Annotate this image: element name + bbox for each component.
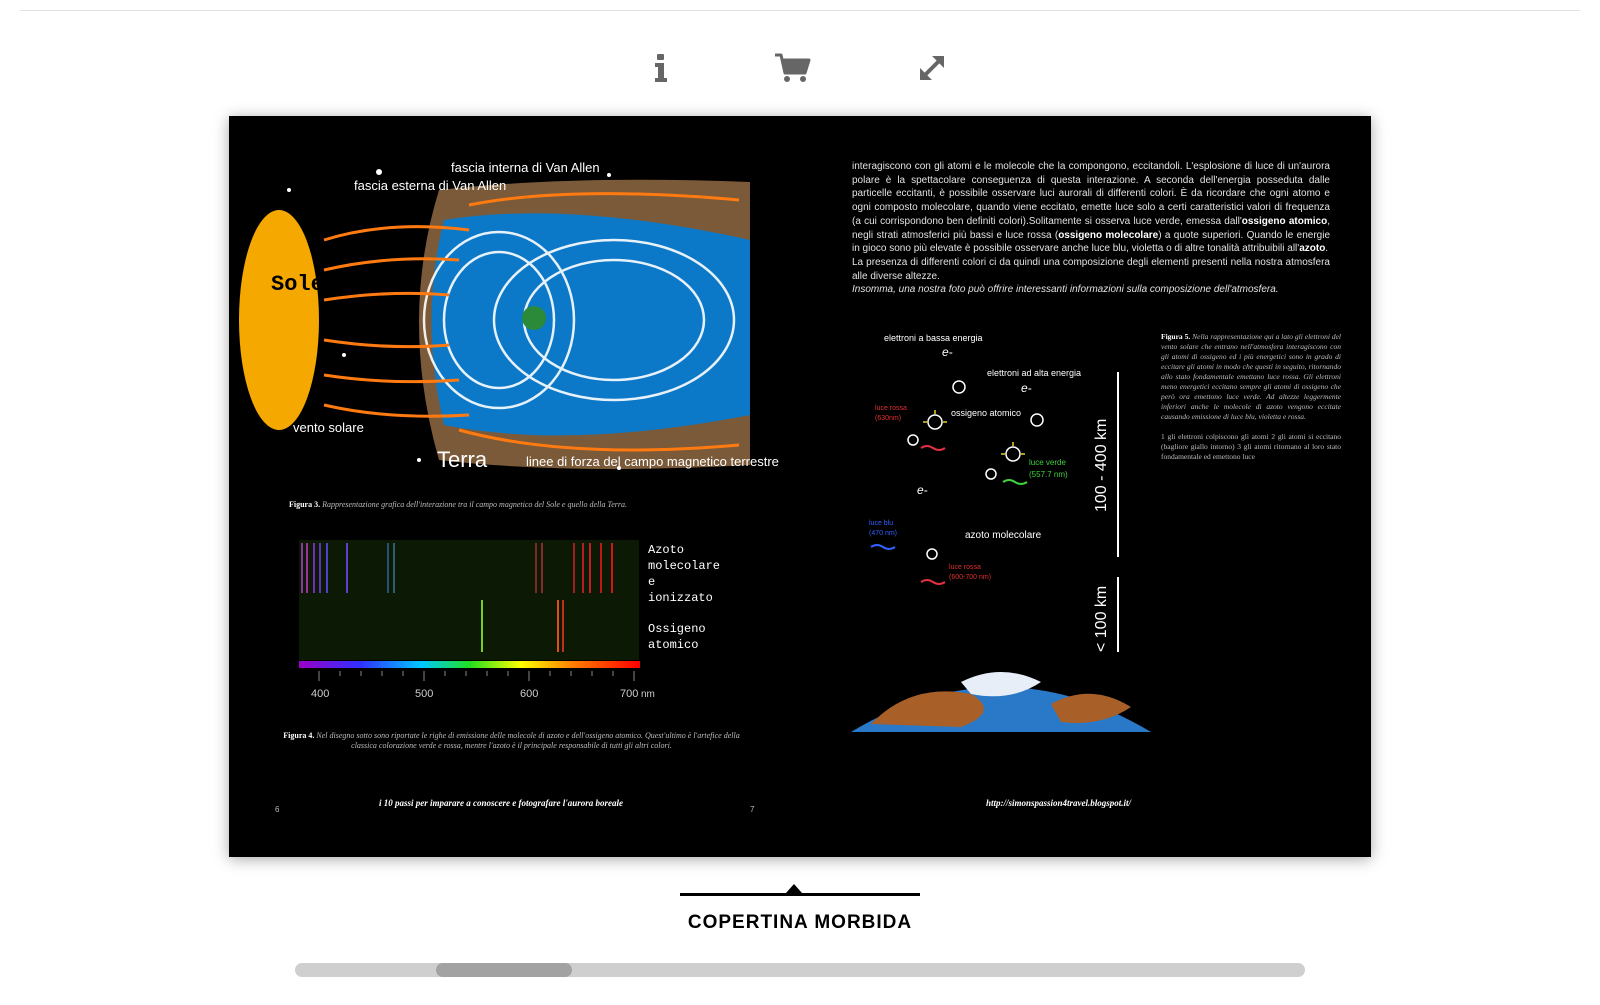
label-red2: luce rossa (949, 564, 981, 571)
label-n2-4: ionizzato (648, 591, 713, 605)
figure-5-steps: 1 gli elettroni colpiscono gli atomi 2 gli atomi si eccitano (bagliore giallo intorno) 3 gli atomi ritornano al loro stato fondamentale ed emettono luce (1161, 432, 1341, 461)
flipbook-spread[interactable] (229, 116, 1371, 857)
figure-3-magnetosphere (269, 160, 779, 480)
figure-4-caption: Figura 4. Nel disegno sotto sono riportate le righe di emissione delle molecole di azoto e dell'ossigeno atomico. Quest'ultimo è l'artefice della classica colorazione verde e rossa, mentre l'azoto è il principale responsabile di tutti gli altri colori. (283, 731, 740, 750)
figure-4-spectrum (289, 540, 749, 710)
label-sun: Sole (271, 272, 324, 297)
scrollbar-thumb[interactable] (436, 963, 572, 977)
label-blue-nm: (470 nm) (869, 530, 898, 537)
label-high-energy: elettroni ad alta energia (987, 368, 1082, 378)
label-n2-2: molecolare (648, 559, 721, 573)
label-n2-1: Azoto (648, 543, 685, 557)
right-footer[interactable]: http://simonspassion4travel.blogspot.it/ (986, 798, 1132, 808)
label-o-2: atomico (648, 638, 699, 652)
label-earth: Terra (437, 447, 488, 472)
page-number-right: 7 (750, 805, 755, 814)
page-number-left: 6 (275, 805, 280, 814)
label-low-energy: elettroni a bassa energia (884, 333, 983, 343)
label-red-nm: (630nm) (875, 415, 902, 422)
tick-700: 700 (620, 688, 639, 700)
tick-500: 500 (415, 688, 434, 700)
right-page-text: interagiscono con gli atomi e le molecole che la compongono, eccitandoli. L'esplosione di luce di un'aurora polare è la spettacolare conseguenza di questa interazione. A seconda dell'energia posseduta dalle particelle eccitanti, è possibile osservare luci aurorali di differenti colori. È da ricordare che ogni atomo e ogni composto molecolare, quando viene eccitato, emette luce solo a certi caratteristici valori di frequenza (a cui corrispondono ben definiti colori).Solitamente si osserva luce verde, emessa dall'ossigeno atomico, negli strati atmosferici più bassi e luce rossa (ossigeno molecolare) a quote superiori. Quando le energie in gioco sono più elevate è possibile osservare anche luce blu, violetta o di altre tonalità attribuibili all'azoto. La presenza di differenti colori ci da quindi una composizione degli elementi presenti nella nostra atmosfera alle diverse altezze. Insomma, una nostra foto può offrire interessanti informazioni sulla composizione dell'atmosfera. (852, 161, 1331, 296)
expand-icon (917, 53, 947, 83)
tick-600: 600 (520, 688, 539, 700)
label-red2-nm: (600-700 nm) (949, 574, 992, 581)
label-alt-low: < 100 km (1093, 585, 1110, 652)
label-alt-high: 100 - 400 km (1093, 418, 1110, 512)
tab-underline (680, 893, 920, 896)
label-e-3: e- (917, 483, 928, 497)
unit-nm: nm (641, 689, 655, 700)
thumbnail-scrollbar[interactable] (295, 963, 1305, 977)
cart-icon (774, 52, 812, 84)
figure-5-caption: Figura 5. Nella rappresentazione qui a lato gli elettroni del vento solare che entrano nell'atmosfera interagiscono con gli atomi di ossigeno ed i più energetici sono in grado di eccitare gli atomi in modo che questi in seguito, ritornando allo stato fondamentale emettano luce rossa. Gli elettroni meno energetici eccitano sempre gli atomi di ossigeno che però ora emettono luce verde. Ad altezze leggermente inferiori anche le molecole di azoto vengono eccitate causando emissione di luce blu, violetta e rossa. 1 gli elettroni colpiscono gli atomi 2 gli atomi si eccitano (bagliore giallo intorno) 3 gli atomi ritornano al loro stato fondamentale ed emettono luce (1161, 332, 1341, 461)
label-red: luce rossa (875, 405, 907, 412)
info-icon (651, 52, 671, 84)
figure-3-caption: Figura 3. Rappresentazione grafica dell'interazione tra il campo magnetico del Sole e quello della Terra. (289, 500, 627, 509)
label-inner-belt: fascia interna di Van Allen (451, 160, 600, 175)
label-oxygen: ossigeno atomico (951, 408, 1022, 418)
label-o-1: Ossigeno (648, 622, 706, 636)
cart-button[interactable] (773, 48, 813, 88)
label-n2-3: e (648, 575, 656, 589)
label-blue: luce blu (869, 520, 894, 527)
left-page[interactable] (229, 116, 800, 857)
info-button[interactable] (641, 48, 681, 88)
label-green: luce verde (1029, 458, 1066, 467)
label-green-nm: (557.7 nm) (1029, 470, 1068, 479)
label-field-lines: linee di forza del campo magnetico terrestre (526, 454, 779, 469)
right-page[interactable] (750, 116, 1371, 857)
tab-caret (786, 884, 802, 893)
label-solar-wind: vento solare (293, 420, 364, 435)
tick-400: 400 (311, 688, 330, 700)
label-e-1: e- (942, 345, 953, 359)
label-nitrogen: azoto molecolare (965, 530, 1042, 541)
top-divider (20, 10, 1580, 11)
figure-5-aurora-diagram (851, 332, 1151, 732)
product-option-label[interactable]: COPERTINA MORBIDA (687, 912, 913, 933)
fullscreen-button[interactable] (912, 48, 952, 88)
left-footer: i 10 passi per imparare a conoscere e fotografare l'aurora boreale (379, 798, 623, 808)
label-outer-belt: fascia esterna di Van Allen (354, 178, 507, 193)
label-e-2: e- (1021, 381, 1032, 395)
